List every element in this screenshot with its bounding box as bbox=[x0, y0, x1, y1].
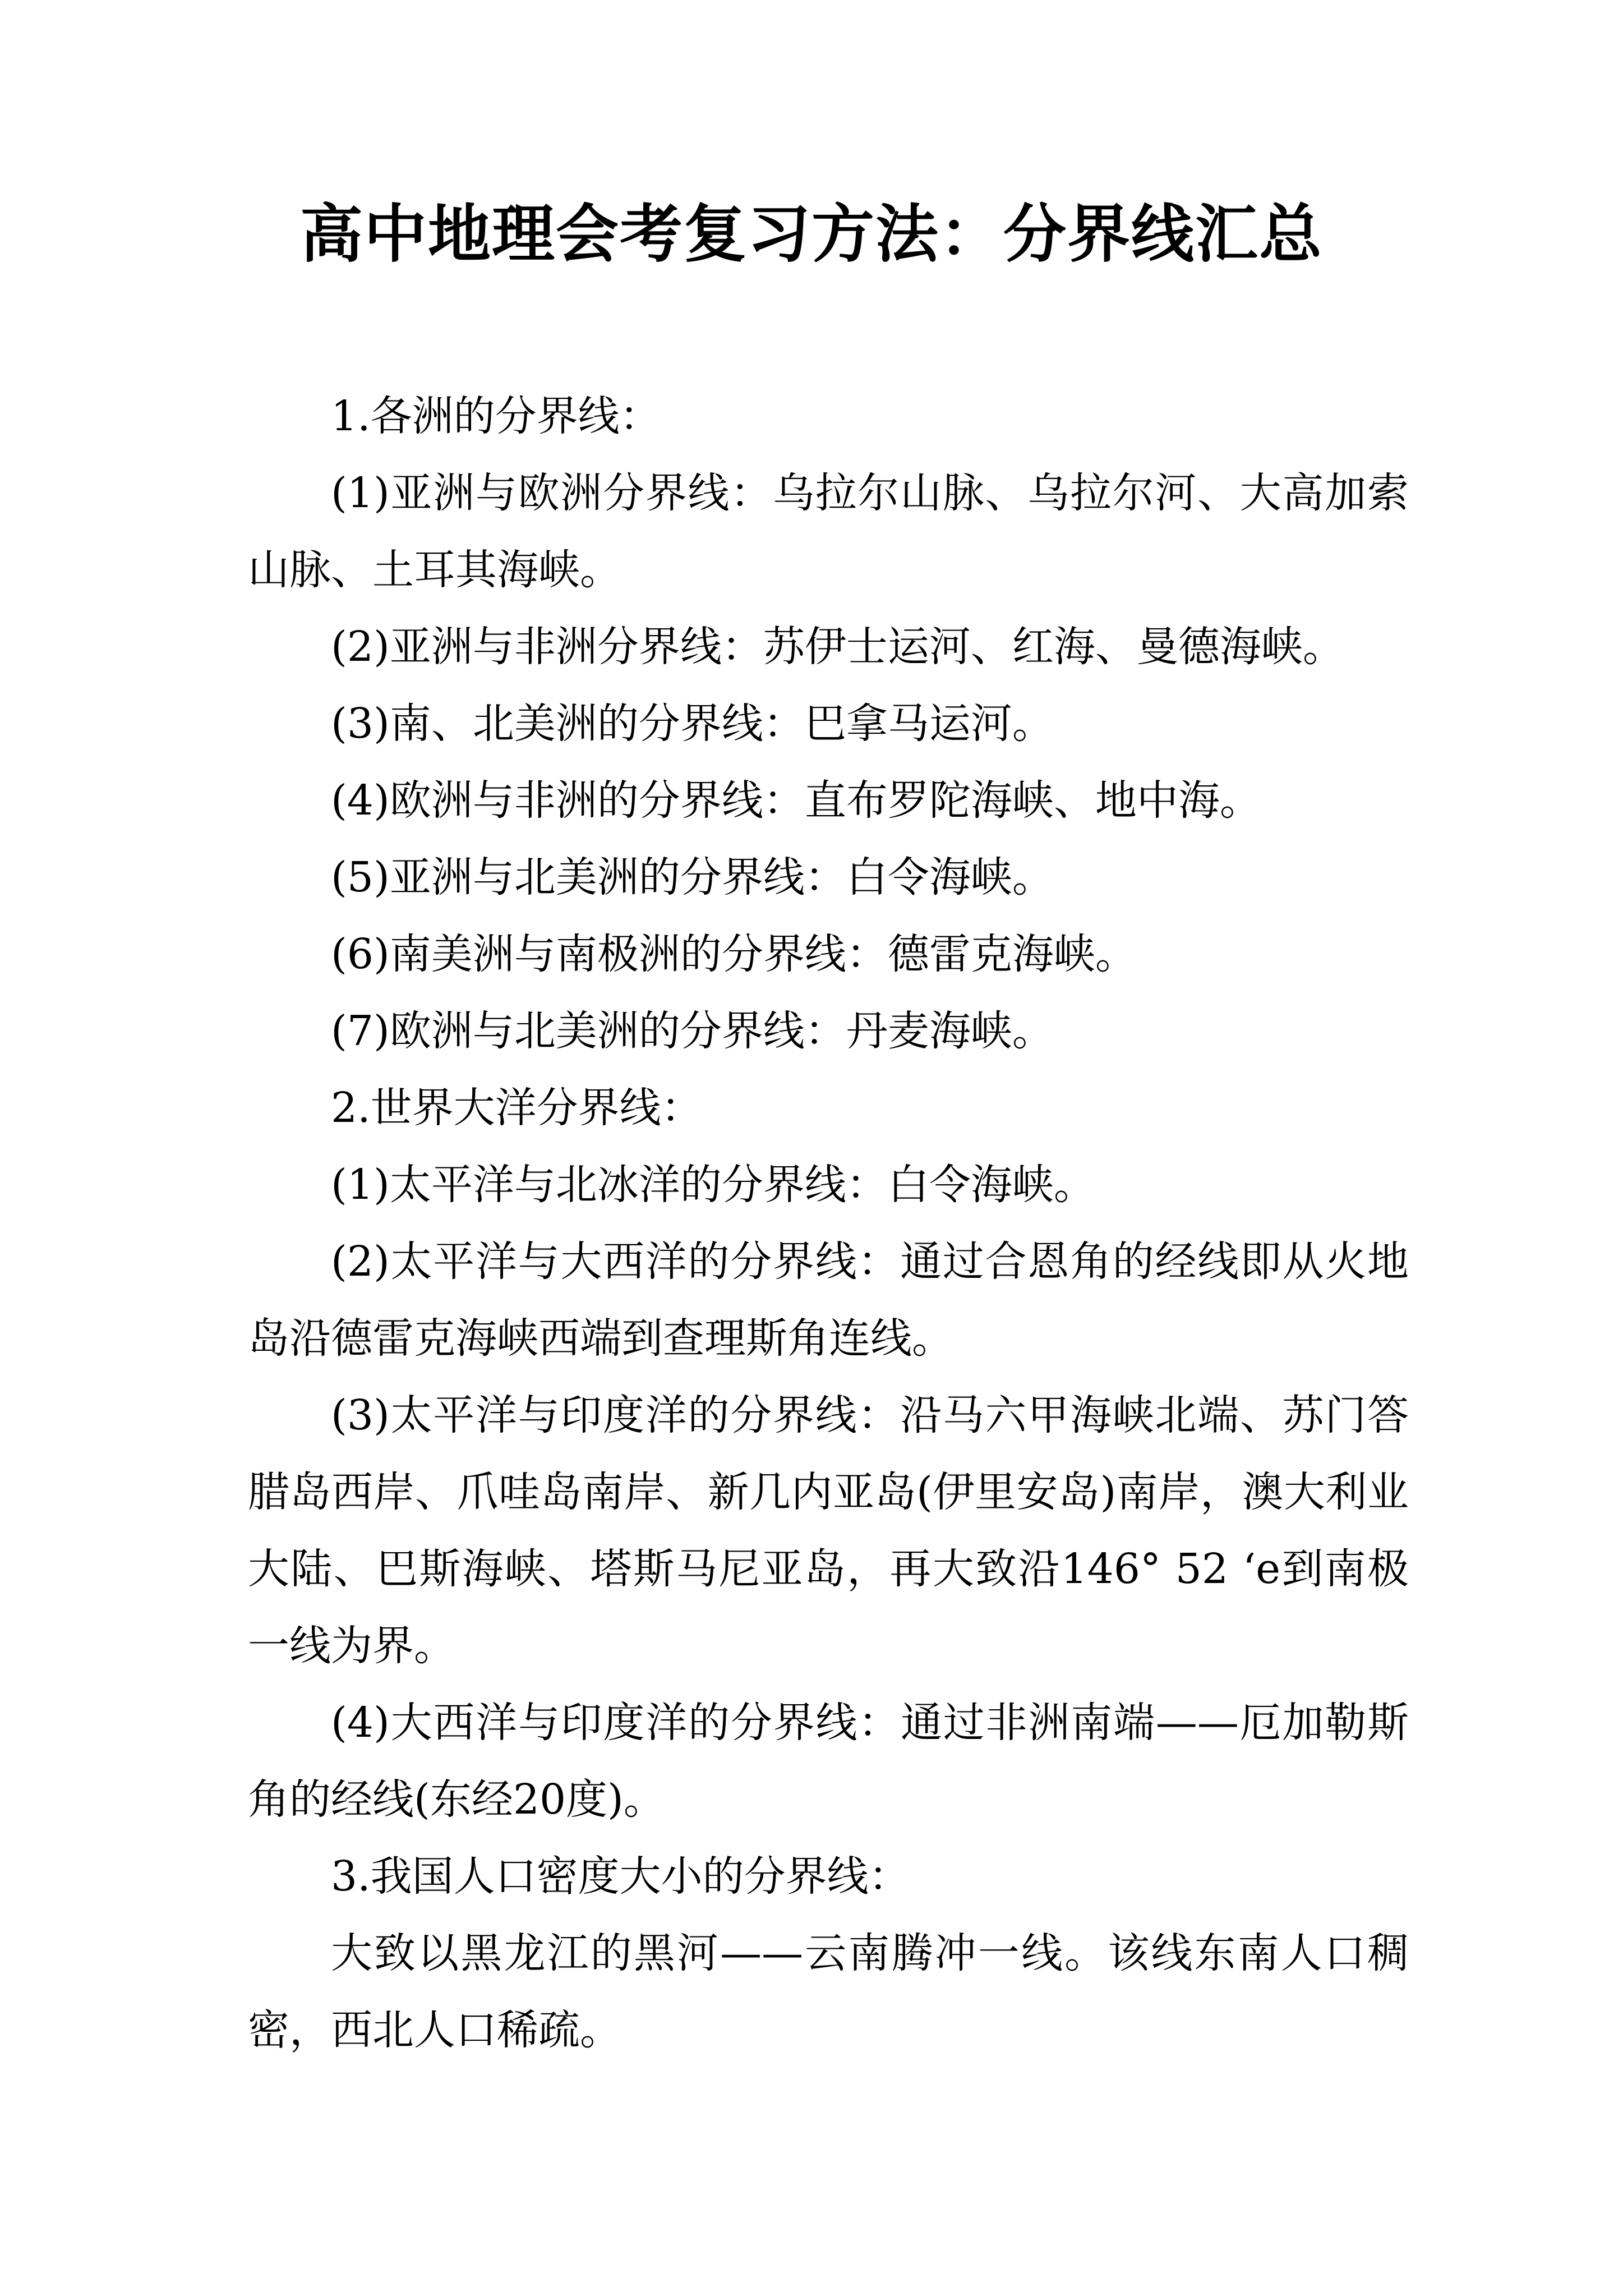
document-title: 高中地理会考复习方法：分界线汇总 bbox=[300, 197, 1323, 271]
document-body bbox=[248, 378, 1409, 2069]
paragraph-asia-europe: (1)亚洲与欧洲分界线：乌拉尔山脉、乌拉尔河、大高加索山脉、土耳其海峡。 bbox=[248, 469, 1409, 594]
paragraph-pacific-arctic: (1)太平洋与北冰洋的分界线：白令海峡。 bbox=[331, 1161, 1095, 1209]
paragraph-europe-africa: (4)欧洲与非洲的分界线：直布罗陀海峡、地中海。 bbox=[331, 776, 1261, 825]
paragraph-south-america-antarctica: (6)南美洲与南极洲的分界线：德雷克海峡。 bbox=[331, 930, 1137, 978]
paragraph-pacific-indian: (3)太平洋与印度洋的分界线：沿马六甲海峡北端、苏门答腊岛西岸、爪哇岛南岸、新几内亚岛(伊里安岛)南岸，澳大利业大陆、巴斯海峡、塔斯马尼亚岛，再大致沿146° 52 ‘e到南极一线为界。 bbox=[248, 1391, 1409, 1670]
paragraph-europe-north-america: (7)欧洲与北美洲的分界线：丹麦海峡。 bbox=[331, 1007, 1054, 1055]
paragraph-continent-boundaries-heading: 1.各洲的分界线： bbox=[331, 392, 661, 440]
paragraph-ocean-boundaries-heading: 2.世界大洋分界线： bbox=[331, 1084, 703, 1132]
paragraph-pacific-atlantic: (2)太平洋与大西洋的分界线：通过合恩角的经线即从火地岛沿德雷克海峡西端到查理斯角连线。 bbox=[248, 1237, 1409, 1363]
paragraph-atlantic-indian: (4)大西洋与印度洋的分界线：通过非洲南端——厄加勒斯角的经线(东经20度)。 bbox=[248, 1699, 1409, 1824]
paragraph-north-south-america: (3)南、北美洲的分界线：巴拿马运河。 bbox=[331, 700, 1054, 748]
paragraph-asia-africa: (2)亚洲与非洲分界线：苏伊士运河、红海、曼德海峡。 bbox=[331, 623, 1344, 671]
paragraph-heihe-tengchong-line: 大致以黑龙江的黑河——云南腾冲一线。该线东南人口稠密，西北人口稀疏。 bbox=[248, 1929, 1409, 2054]
paragraph-population-density-heading: 3.我国人口密度大小的分界线： bbox=[331, 1852, 910, 1901]
paragraph-asia-north-america: (5)亚洲与北美洲的分界线：白令海峡。 bbox=[331, 853, 1054, 901]
